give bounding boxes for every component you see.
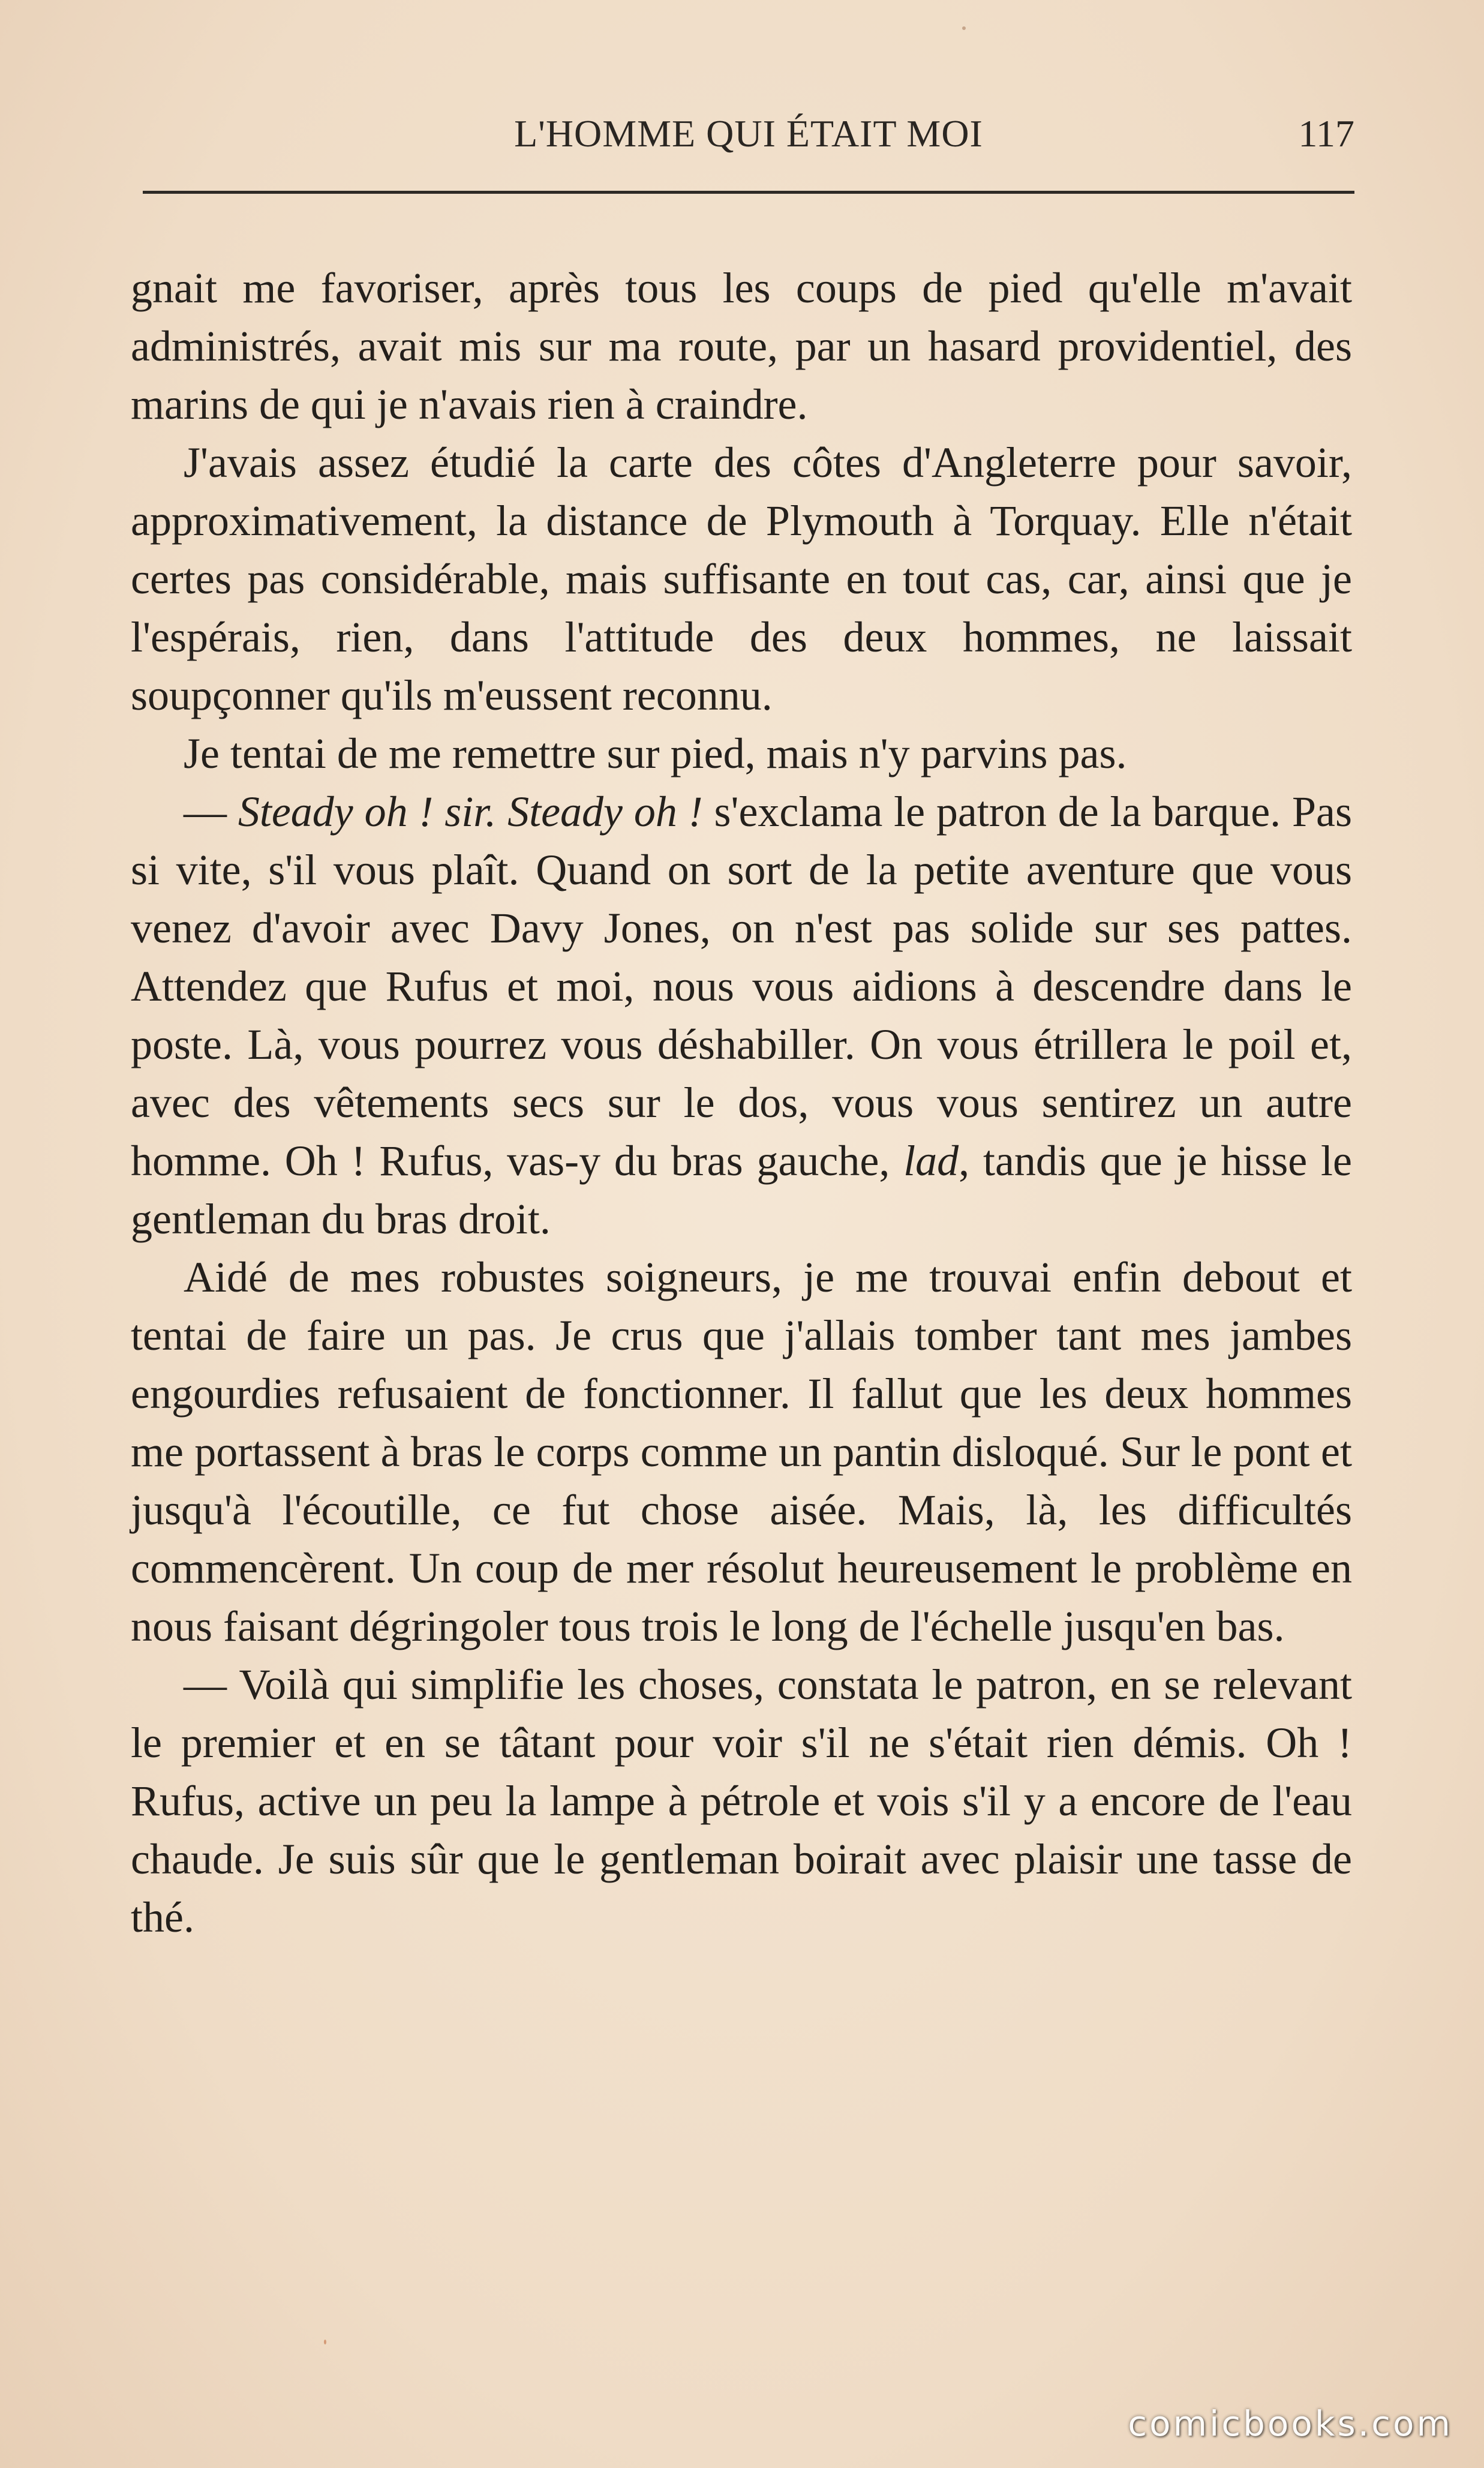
paragraph <box>131 725 1352 783</box>
paragraph <box>131 434 1352 725</box>
text-segment: Je tentai de me remettre sur pied, mais n'y parvins pas. <box>184 729 1127 777</box>
paragraph <box>131 259 1352 434</box>
italic-text: lad <box>903 1137 959 1185</box>
text-segment: s'exclama le patron de la barque. Pas si vite, s'il vous plaît. Quand on sort de la petite aventure que vous venez d'avoir avec Davy Jones, on n'est pas solide sur ses pattes. Attendez que Rufus et moi, nous vous aidions à descendre dans le poste. Là, vous pourrez vous déshabiller. On vous étrillera le poil et, avec des vêtements secs sur le dos, vous vous sentirez un autre homme. Oh ! Rufus, vas-y du bras gauche, <box>131 788 1353 1185</box>
italic-text: Steady oh ! sir. Steady oh ! <box>238 788 703 836</box>
running-title: L'HOMME QUI ÉTAIT MOI <box>514 112 983 155</box>
running-head <box>143 112 1354 172</box>
paragraph <box>131 1656 1352 1947</box>
paragraph <box>131 783 1352 1248</box>
page-number: 117 <box>1298 112 1354 155</box>
body-text <box>131 259 1352 1947</box>
text-segment: — Voilà qui simplifie les choses, constata le patron, en se relevant le premier et en se tâtant pour voir s'il ne s'était rien démis. Oh ! Rufus, active un peu la lampe à pétrole et vois s'il y a encore de l'eau chaude. Je suis sûr que le gentleman boirait avec plaisir une tasse de thé. <box>131 1661 1352 1941</box>
watermark: comicbooks.com <box>1128 2403 1453 2444</box>
text-segment: , tandis que je hisse le gentleman du bras droit. <box>131 1137 1352 1243</box>
paper-speck <box>324 2340 326 2344</box>
paper-speck <box>962 26 966 30</box>
header-rule <box>143 191 1354 194</box>
paragraph <box>131 1248 1352 1656</box>
text-segment: — <box>184 788 238 836</box>
text-segment: Aidé de mes robustes soigneurs, je me trouvai enfin debout et tentai de faire un pas. Je crus que j'allais tomber tant mes jambes engourdies refusaient de fonctionner. Il fallut que les deux hommes me portassent à bras le corps comme un pantin disloqué. Sur le pont et jusqu'à l'écoutille, ce fut chose aisée. Mais, là, les difficultés commencèrent. Un coup de mer résolut heureusement le problème en nous faisant dégringoler tous trois le long de l'échelle jusqu'en bas. <box>131 1253 1352 1650</box>
text-segment: gnait me favoriser, après tous les coups de pied qu'elle m'avait administrés, avait mis sur ma route, par un hasard providentiel, des marins de qui je n'avais rien à craindre. <box>131 264 1352 428</box>
text-segment: J'avais assez étudié la carte des côtes d'Angleterre pour savoir, approximativement, la distance de Plymouth à Torquay. Elle n'était certes pas considérable, mais suffisante en tout cas, car, ainsi que je l'espérais, rien, dans l'attitude des deux hommes, ne laissait soupçonner qu'ils m'eussent reconnu. <box>131 439 1352 719</box>
